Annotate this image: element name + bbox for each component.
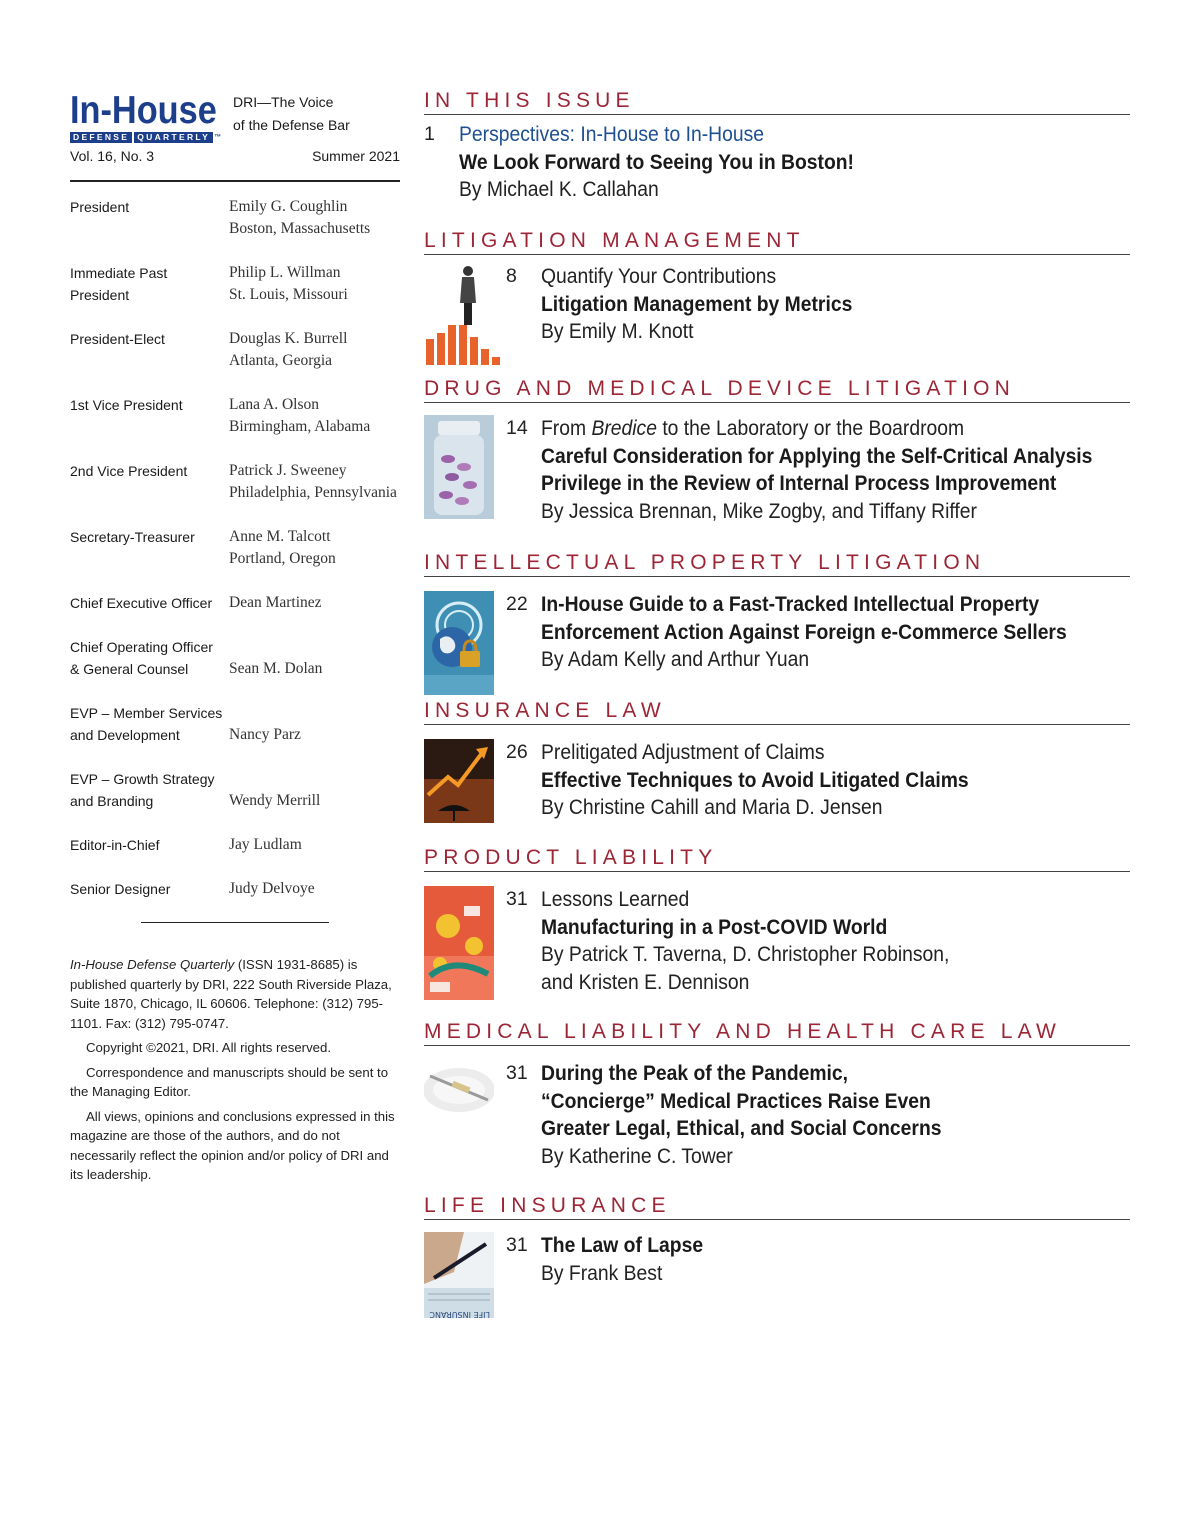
toc-section bbox=[424, 1019, 1130, 1193]
officer-role: Chief Executive Officer bbox=[70, 595, 213, 611]
officer-role: 1st Vice President bbox=[70, 397, 183, 413]
officer-name: Sean M. Dolan bbox=[229, 660, 323, 677]
toc-entry[interactable] bbox=[424, 121, 1130, 204]
officer-name: Emily G. Coughlin Boston, Massachusetts bbox=[229, 196, 370, 240]
toc-section bbox=[424, 1193, 1130, 1318]
logo-trademark: ™ bbox=[214, 134, 222, 141]
officer-row bbox=[70, 394, 400, 438]
section-heading: IN THIS ISSUE bbox=[424, 88, 1130, 115]
entry-title[interactable]: Litigation Management by Metrics bbox=[541, 292, 853, 316]
masthead bbox=[70, 88, 400, 144]
officer-row bbox=[70, 636, 400, 680]
officer-name: Douglas K. Burrell Atlanta, Georgia bbox=[229, 328, 347, 372]
entry-byline: By Katherine C. Tower bbox=[541, 1144, 733, 1168]
toc-section bbox=[424, 698, 1130, 845]
officer-location: Boston, Massachusetts bbox=[229, 220, 371, 237]
officer-role: Secretary-Treasurer bbox=[70, 529, 195, 545]
entry-byline: By Jessica Brennan, Mike Zogby, and Tiffany Riffer bbox=[541, 499, 977, 523]
officer-name: Dean Martinez bbox=[229, 594, 322, 611]
logo-sub-defense: DEFENSE bbox=[70, 132, 132, 143]
entry-body bbox=[541, 415, 1140, 525]
entry-title[interactable]: Effective Techniques to Avoid Litigated Claims bbox=[541, 768, 969, 792]
entry-kicker[interactable]: Prelitigated Adjustment of Claims bbox=[541, 741, 825, 764]
officer-name: Judy Delvoye bbox=[229, 880, 315, 897]
toc-entry[interactable] bbox=[424, 591, 1130, 695]
officer-row bbox=[70, 460, 400, 504]
officer-name: Wendy Merrill bbox=[229, 792, 321, 809]
page-number: 1 bbox=[424, 123, 435, 145]
entry-body bbox=[541, 1060, 976, 1170]
issue-season: Summer 2021 bbox=[312, 148, 400, 164]
officer-name: Anne M. Talcott Portland, Oregon bbox=[229, 526, 336, 570]
tagline-line-2: of the Defense Bar bbox=[233, 117, 350, 133]
officers-list bbox=[70, 196, 400, 900]
officer-role: 2nd Vice President bbox=[70, 463, 188, 479]
logo-main-text: In-House bbox=[70, 89, 217, 132]
tagline bbox=[233, 91, 350, 137]
section-heading: DRUG AND MEDICAL DEVICE LITIGATION bbox=[424, 376, 1130, 403]
issue-info bbox=[70, 148, 400, 164]
publisher-statement: In-House Defense Quarterly (ISSN 1931-8685) is published quarterly by DRI, 222 South Riverside Plaza, Suite 1870, Chicago, IL 60606. Telephone: (312) 795-1101. Fax: (312) 795-0747. bbox=[70, 957, 392, 1031]
officer-name: Lana A. Olson Birmingham, Alabama bbox=[229, 394, 370, 438]
entry-body bbox=[541, 1232, 717, 1318]
syringe-plate-image bbox=[424, 1060, 494, 1120]
entry-title[interactable]: “Concierge” Medical Practices Raise Even bbox=[541, 1089, 931, 1113]
entry-body bbox=[541, 591, 1112, 695]
virus-illustration-image bbox=[424, 886, 494, 1000]
entry-kicker[interactable]: Quantify Your Contributions bbox=[541, 265, 777, 288]
officer-location: Birmingham, Alabama bbox=[229, 418, 371, 435]
table-of-contents bbox=[424, 88, 1130, 1318]
entry-title[interactable]: Privilege in the Review of Internal Process Improvement bbox=[541, 472, 1057, 495]
page-number: 31 bbox=[506, 1234, 528, 1256]
correspondence-note: Correspondence and manuscripts should be sent to the Managing Editor. bbox=[70, 1064, 389, 1099]
officer-row bbox=[70, 592, 400, 614]
officer-role: Chief Operating Officer & General Counsel bbox=[70, 639, 213, 677]
entry-body bbox=[541, 886, 985, 1000]
entry-title[interactable]: During the Peak of the Pandemic, bbox=[541, 1062, 849, 1085]
entry-body bbox=[541, 739, 1006, 823]
page-number: 14 bbox=[506, 417, 528, 439]
metrics-bar-chart-figure-image bbox=[424, 263, 494, 367]
pill-bottle-image bbox=[424, 415, 494, 519]
toc-section bbox=[424, 228, 1130, 376]
toc-entry[interactable] bbox=[424, 263, 1130, 367]
entry-kicker[interactable]: From Bredice to the Laboratory or the Boardroom bbox=[541, 417, 965, 440]
toc-entry[interactable] bbox=[424, 1232, 1130, 1318]
officer-name: Jay Ludlam bbox=[229, 836, 302, 853]
section-heading: PRODUCT LIABILITY bbox=[424, 845, 1130, 872]
logo-sub-quarterly: QUARTERLY bbox=[134, 132, 213, 143]
entry-title[interactable]: The Law of Lapse bbox=[541, 1234, 704, 1257]
section-heading: MEDICAL LIABILITY AND HEALTH CARE LAW bbox=[424, 1019, 1130, 1046]
globe-lock-image bbox=[424, 591, 494, 695]
entry-byline: By Christine Cahill and Maria D. Jensen bbox=[541, 796, 883, 819]
entry-byline: By Emily M. Knott bbox=[541, 320, 694, 343]
officer-row bbox=[70, 702, 400, 746]
section-heading: LITIGATION MANAGEMENT bbox=[424, 228, 1130, 255]
officer-role: EVP – Growth Strategy and Branding bbox=[70, 771, 215, 809]
entry-byline: By Michael K. Callahan bbox=[459, 178, 659, 201]
entry-title[interactable]: We Look Forward to Seeing You in Boston! bbox=[459, 150, 854, 174]
officer-name: Philip L. Willman St. Louis, Missouri bbox=[229, 262, 348, 306]
disclaimer: All views, opinions and conclusions expressed in this magazine are those of the authors, and do not necessarily reflect the opinion and/or policy of DRI and its leadership. bbox=[70, 1108, 395, 1182]
page-number: 31 bbox=[506, 1062, 528, 1084]
officer-location: St. Louis, Missouri bbox=[229, 286, 348, 303]
divider bbox=[70, 180, 400, 182]
rising-arrow-storm-image bbox=[424, 739, 494, 823]
life-insurance-form-pen-image bbox=[424, 1232, 494, 1318]
section-heading: LIFE INSURANCE bbox=[424, 1193, 1130, 1220]
entry-title[interactable]: Greater Legal, Ethical, and Social Concerns bbox=[541, 1117, 942, 1140]
in-house-logo bbox=[70, 89, 230, 143]
toc-entry[interactable] bbox=[424, 886, 1130, 1000]
page-number: 22 bbox=[506, 593, 528, 615]
officer-role: President bbox=[70, 199, 130, 215]
officer-role: Immediate Past President bbox=[70, 265, 168, 303]
officer-row bbox=[70, 834, 400, 856]
divider bbox=[141, 922, 329, 923]
officer-name: Nancy Parz bbox=[229, 726, 301, 743]
toc-entry[interactable] bbox=[424, 739, 1130, 823]
page-number: 8 bbox=[506, 265, 517, 287]
entry-kicker[interactable]: Perspectives: In-House to In-House bbox=[459, 123, 764, 146]
toc-section bbox=[424, 550, 1130, 698]
toc-section bbox=[424, 845, 1130, 1019]
entry-title[interactable]: Careful Consideration for Applying the Self-Critical Analysis bbox=[541, 444, 1093, 468]
entry-body bbox=[459, 121, 888, 204]
entry-title[interactable]: Manufacturing in a Post-COVID World bbox=[541, 915, 888, 939]
officer-location: Portland, Oregon bbox=[229, 550, 336, 567]
officer-role: President-Elect bbox=[70, 331, 165, 347]
publication-info bbox=[70, 955, 400, 1185]
officer-row bbox=[70, 526, 400, 570]
officer-role: Senior Designer bbox=[70, 881, 171, 897]
officer-row bbox=[70, 878, 400, 900]
officer-row bbox=[70, 262, 400, 306]
officer-role: Editor-in-Chief bbox=[70, 837, 160, 853]
page-number: 26 bbox=[506, 741, 528, 763]
officer-row bbox=[70, 768, 400, 812]
tagline-line-1: DRI—The Voice bbox=[233, 94, 334, 110]
officer-location: Philadelphia, Pennsylvania bbox=[229, 484, 397, 501]
entry-byline: By Frank Best bbox=[541, 1261, 663, 1285]
officer-role: EVP – Member Services and Development bbox=[70, 705, 223, 743]
entry-byline: By Adam Kelly and Arthur Yuan bbox=[541, 648, 810, 671]
officer-row bbox=[70, 328, 400, 372]
toc-section bbox=[424, 88, 1130, 228]
entry-byline: and Kristen E. Dennison bbox=[541, 970, 750, 994]
officer-name: Patrick J. Sweeney Philadelphia, Pennsylvania bbox=[229, 460, 397, 504]
volume-number: Vol. 16, No. 3 bbox=[70, 148, 155, 164]
entry-kicker[interactable]: Lessons Learned bbox=[541, 888, 690, 911]
masthead-column bbox=[70, 88, 400, 1190]
toc-entry[interactable] bbox=[424, 415, 1130, 525]
entry-byline: By Patrick T. Taverna, D. Christopher Robinson, bbox=[541, 943, 950, 966]
section-heading: INSURANCE LAW bbox=[424, 698, 1130, 725]
page-number: 31 bbox=[506, 888, 528, 910]
officer-location: Atlanta, Georgia bbox=[229, 352, 333, 369]
logo-subtitle bbox=[70, 132, 230, 143]
toc-section bbox=[424, 376, 1130, 550]
toc-entry[interactable] bbox=[424, 1060, 1130, 1170]
officer-row bbox=[70, 196, 400, 240]
entry-title[interactable]: In-House Guide to a Fast-Tracked Intellectual Property bbox=[541, 593, 1040, 616]
copyright-notice: Copyright ©2021, DRI. All rights reserved. bbox=[86, 1040, 331, 1055]
entry-title[interactable]: Enforcement Action Against Foreign e-Commerce Sellers bbox=[541, 620, 1067, 644]
section-heading: INTELLECTUAL PROPERTY LITIGATION bbox=[424, 550, 1130, 577]
thumb-caption: LIFE INSURANC bbox=[429, 1310, 490, 1318]
entry-body bbox=[541, 263, 879, 367]
